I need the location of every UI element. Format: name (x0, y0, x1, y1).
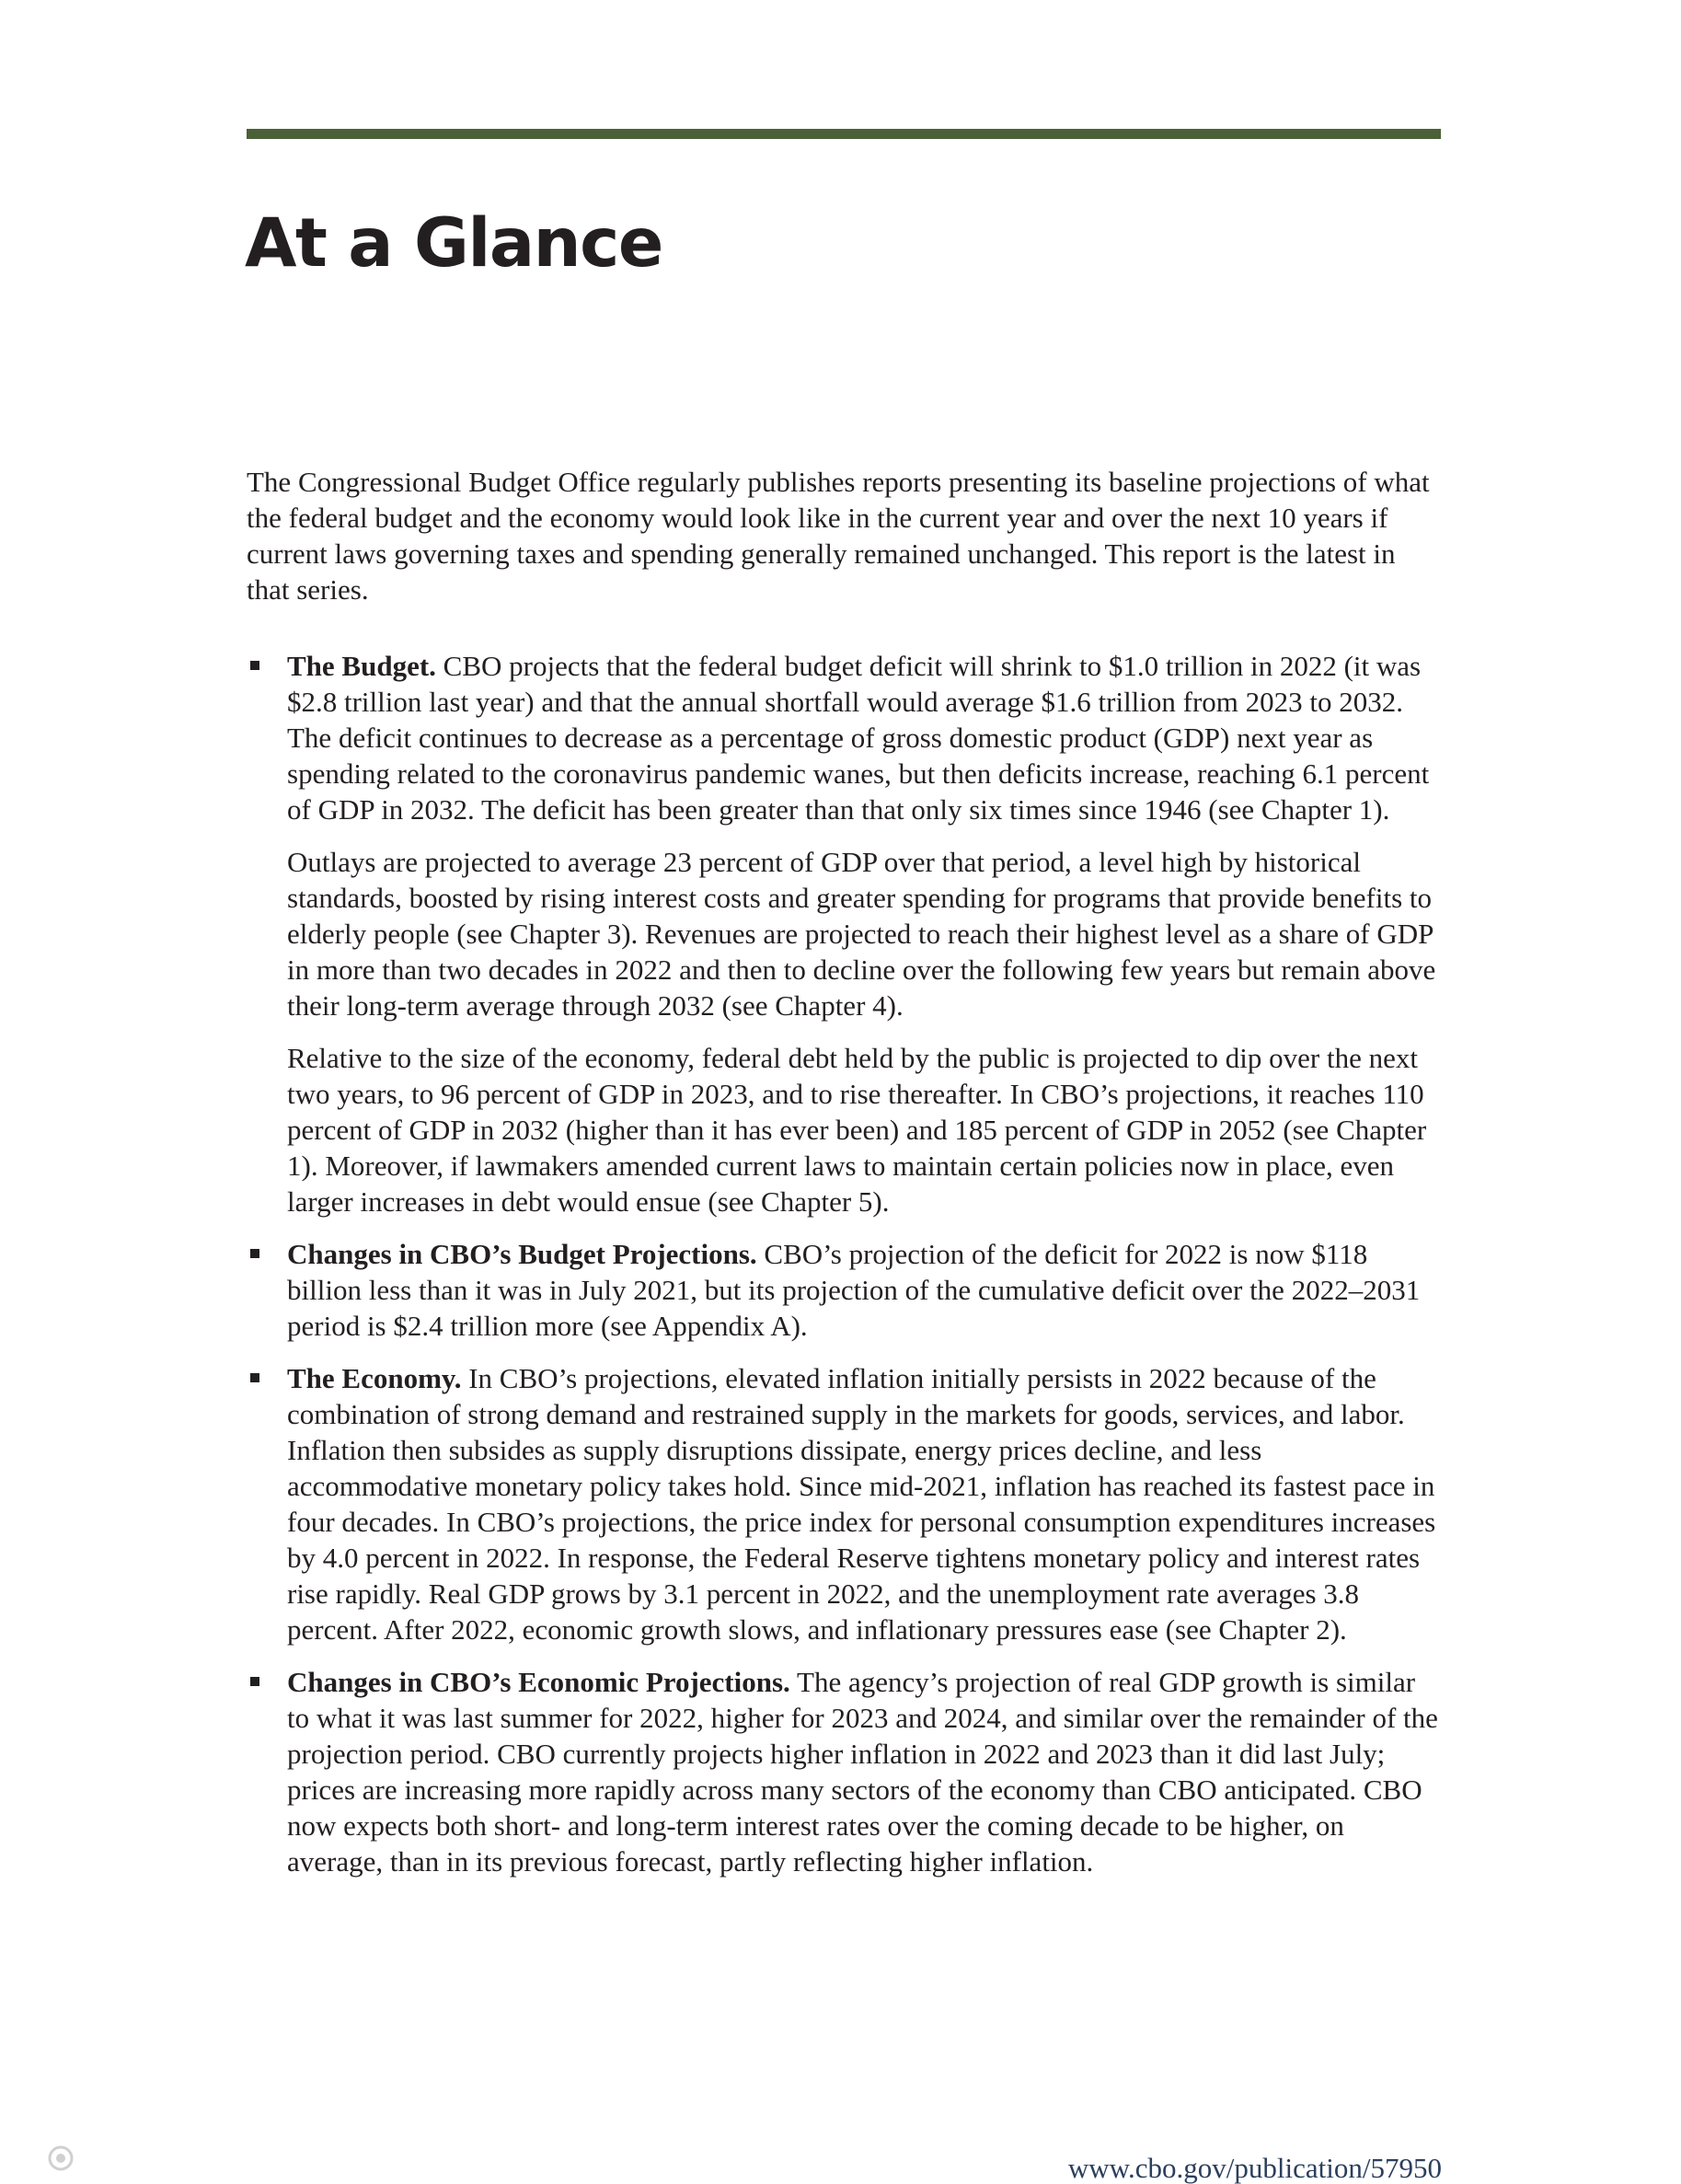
bullet-paragraph (287, 1360, 1443, 1647)
bullet-square-icon (250, 1677, 259, 1686)
bullet-square-icon (250, 661, 259, 670)
bullet-square-icon (250, 1373, 259, 1382)
intro-paragraph: The Congressional Budget Office regularly publishes reports presenting its baseline projections of what the federal budget and the economy would look like in the current year and over the next 10 years if current laws governing taxes and spending generally remained unchanged. This report is the latest in that series. (247, 466, 1430, 606)
bullet-paragraph (287, 1664, 1443, 1879)
top-rule (247, 129, 1441, 139)
bullet-text: The agency’s projection of real GDP growth is similar to what it was last summer for 2022, higher for 2023 and 2024, and similar over the remainder of the projection period. CBO currently projects higher inflation in 2022 and 2023 than it did last July; prices are increasing more rapidly across many sectors of the economy than CBO anticipated. CBO now expects both short- and long-term interest rates over the coming decade to be higher, on average, than in its previous forecast, partly reflecting higher inflation. (287, 1666, 1438, 1878)
bullet-lead: The Budget. (287, 650, 436, 682)
bullet-paragraph: Outlays are projected to average 23 percent of GDP over that period, a level high by historical standards, boosted by rising interest costs and greater spending for programs that provide benefits to elderly people (see Chapter 3). Revenues are projected to reach their highest level as a share of GDP in more than two decades in 2022 and then to decline over the following few years but remain above their long-term average through 2032 (see Chapter 4). (287, 846, 1436, 1022)
bullet-paragraph: Relative to the size of the economy, federal debt held by the public is projected to dip over the next two years, to 96 percent of GDP in 2023, and to rise thereafter. In CBO’s projections, it reaches 110 percent of GDP in 2032 (higher than it has ever been) and 185 percent of GDP in 2052 (see Chapter 1). Moreover, if lawmakers amended current laws to maintain certain policies now in place, even larger increases in debt would ensue (see Chapter 5). (287, 1042, 1427, 1218)
bullet-text: In CBO’s projections, elevated inflation initially persists in 2022 because of the combination of strong demand and restrained supply in the markets for goods, services, and labor. Inflation then subsides as supply disruptions dissipate, energy prices decline, and less accommodative monetary policy takes hold. Since mid-2021, inflation has reached its fastest pace in four decades. In CBO’s projections, the price index for personal consumption expenditures increases by 4.0 percent in 2022. In response, the Federal Reserve tightens monetary policy and interest rates rise rapidly. Real GDP grows by 3.1 percent in 2022, and the unemployment rate averages 3.8 percent. After 2022, economic growth slows, and inflationary pressures ease (see Chapter 2). (287, 1362, 1436, 1646)
accessibility-icon (48, 2145, 74, 2171)
bullet-list (247, 648, 1443, 1879)
bullet-paragraph (287, 648, 1443, 827)
main-content (247, 464, 1443, 1896)
bullet-budget-projection-changes (247, 1236, 1443, 1344)
bullet-paragraph (287, 1236, 1443, 1344)
publication-link[interactable]: www.cbo.gov/publication/57950 (1067, 2152, 1442, 2184)
bullet-lead: The Economy. (287, 1362, 462, 1394)
bullet-text: CBO projects that the federal budget deficit will shrink to $1.0 trillion in 2022 (it was $2.8 trillion last year) and that the annual shortfall would average $1.6 trillion from 2023 to 2032. The deficit continues to decrease as a percentage of gross domestic product (GDP) next year as spending related to the coronavirus pandemic wanes, but then deficits increase, reaching 6.1 percent of GDP in 2032. The deficit has been greater than that only six times since 1946 (see Chapter 1). (287, 650, 1430, 826)
bullet-economic-projection-changes (247, 1664, 1443, 1879)
bullet-economy (247, 1360, 1443, 1647)
bullet-text: CBO’s projection of the deficit for 2022 is now $118 billion less than it was in July 2021, but its projection of the cumulative deficit over the 2022–2031 period is $2.4 trillion more (see Appendix A). (287, 1238, 1421, 1342)
bullet-lead: Changes in CBO’s Economic Projections. (287, 1666, 790, 1698)
bullet-budget (247, 648, 1443, 1219)
page-title: At a Glance (245, 204, 662, 283)
bullet-lead: Changes in CBO’s Budget Projections. (287, 1238, 757, 1270)
bullet-square-icon (250, 1249, 259, 1258)
